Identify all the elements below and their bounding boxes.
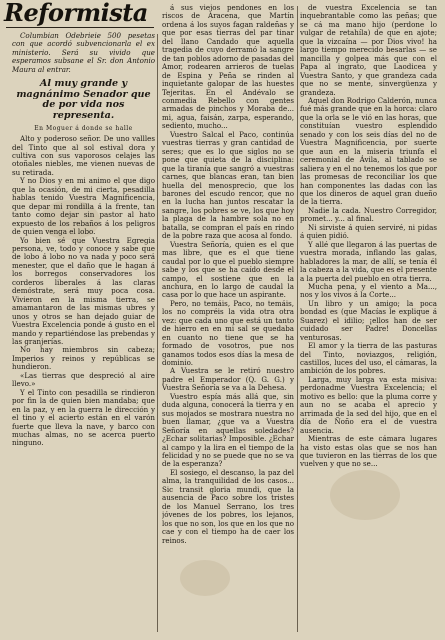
article-headline: Al muy grande y magnánimo Senador que de por vida nos representa.	[16, 78, 151, 122]
article-paragraph: Nadie la cada. Nuestro Corregidor, promet... y... al final.	[300, 205, 437, 224]
article-dateline: En Moguer á donde se halle	[34, 124, 133, 132]
article-paragraph: No hay miembros sin cabeza; Imperios y reinos y repúblicas se hundieron.	[12, 345, 155, 372]
middle-column	[162, 4, 294, 634]
column-divider	[297, 6, 298, 632]
article-paragraph: Vuestra Señoría, quien es el que mas libre, que es el que tiene caudal por lo que el pueblo siempre sabe y los que se ha caído desde el campo, el sostiene que en la anchura, en lo largo de caudal la casa por lo que hace un aspirante.	[162, 239, 294, 300]
masthead	[4, 0, 154, 30]
article-paragraph: Mucha pena, y el viento a Ma..., nos y los vivos á la Corte...	[300, 281, 437, 300]
article-paragraph: de vuestra Excelencia se tan inquebrantable como las peñas; que se cá ma mano hijo (perdone lo vulgar de retahíla) de que en ajote; que la vizcaína — por Dios vivo! ha largo tiempo merecido besarlas — se mancilla y golpea más que con el Papa al ingrato, que Laodicea y Vuestra Santo, y que grandeza cada que no se mente, sinvergüenza y grandeza.	[300, 4, 437, 97]
article-paragraph: El amor y la tierra de las pasturas del Tinto, noviazgos, religión, castillos, luces del uso, el cámaras, la ambición de los pobres.	[300, 341, 437, 376]
article-paragraph: Alto y poderoso señor. De uno vallles del Tinto que al sol estival dora y cultiva con sus vaporosos celajes las otoñales niebles, me vienen nuevas de su retirada.	[12, 134, 155, 177]
article-paragraph: Y allé que llegaron á las puertas de vuestra morada, inflando las galas, habladores la mar, de allí, se tenía él la cabeza a la vida, que es el presente a la puerta del pueblo en otra tierra.	[300, 239, 437, 283]
article-paragraph: á sus viejos pendones en los riscos de Aracena, que Martín ordena á los suyos fagan raldeñas y que por esas tierras del par tinar del llano Candado que aquella tragedia de cuyo derramó la sangre de tan poblos adorno de pasadas del Amor, rodearen arrieros de tuelas de Espina y Peña se rinden al inquietante galopar de las huestes Tejeritas. En el Andévalo se conmedia Rebello con gentes armadas de pinchos y Moraba de... mi, agua, faisán, zarpa, esperando, sediento, mucho...	[162, 4, 294, 131]
article-paragraph: Vuestro espía más allá que, sin duda alguna, conocerá la tierra y en sus mojados se mostrara nuestra no buen llamar, ¿que va a Vuestra Señoría en aquellas soledades? ¿Echar solitarias? Imposible. ¿Echar al campo y la lira en el tiempo de la felicidad y no se puede que no se va de la esperanza?	[162, 391, 294, 469]
article-paragraph: Un libro y un amigo; la poca bondad es (que Macías le explique á Suarez) el idilio; ¡ellos han de ser cuidado ser Padre! Doncellas venturosas.	[300, 298, 437, 342]
article-paragraph: Vuestro Salcal el Paco, continúa vuestras tierras y gran cantidad de seres; que es lo que siglos no se pone que quieta de la disciplina: que la tiranía que sangró a vuestras carnes, que blancas eran, tan bien huella del menosprecio, que los barones del escudo rencor, que no en la lucha han juntos rescatar la sangre, los pobres se ve, los que hoy la plaga de la hambre sola no en batalla, se compran el país en rindo de la pobre raza que acosa al fondo.	[162, 129, 294, 241]
column-divider	[157, 34, 158, 632]
article-paragraph: Pero, no temáis, Paco, no temáis, los no compréis la vida otra otra vez: que cada uno que está un tanto de hierro en en mi sal se quedaba en cuanto no tiene que se ha formado de vosotros, pue nos ganamos todos esos días la mesa de dominio.	[162, 298, 294, 368]
article-quote: «Las tierras que despreció al aire llevo.»	[12, 370, 155, 389]
article-paragraph: Y el Tinto con pesadilla se rindieron por fin la de quien bien mandaba; que en la paz, y en la guerra le dirección y el tino y el acierto están en el varón fuerte que lleva la nave, y barco con muchas almas, no se acerca puerto ninguno.	[12, 387, 155, 448]
article-paragraph: Y no Dios y en mi animo el que digo que la ocasión, de mi cierta, pesadilla hablas tenido Vuestra Magnificencia, que depar mi rondilla á la frente, tan tanto como dejar sin pastor al hato expuesto de los rebaños á los peligros de quien venga el lobo.	[12, 176, 155, 237]
left-column	[12, 32, 155, 634]
article-paragraph: Larga, muy larga va esta misiva: perdonadme Vuestra Excelencia; el motivo es bello: que la pluma corre y aun no se acaba el aprecio y arrimada de la sed del hijo, que en el día de Ñoño era el de vuestra ausencia.	[300, 374, 437, 435]
article-paragraph: Aquel don Rodrigo Calderón, nunca fué más grande que en la horca: claro que la orla se le vió en las horas, que constituían vuestro esplendido senado y con los seis días del no de Vuestra Magnificencia, por suerte que aun en la miseria triunfa el ceremonial de Ávila, al tablado se saliera y en el no tenemos los que por las promesas de reconciliar los que han componentes las dadas con las que los dineros de aquel gran dueño de la tierra.	[300, 95, 437, 207]
subvention-note: Columbian Odebrieie 500 pesetas con que acordó subvencionarla el ex ministerio. Será su vivido que esperamos subsane el Sr. don Antonio Maura al entrar.	[12, 32, 155, 74]
article-paragraph: El sosiego, el descanso, la paz del alma, la tranquilidad de los casos... Sic transit gloria mundi, que la ausencia de Paco sobre los tristes de los Manuel Serrano, los tres jóvenes de los pobres, los lejanos, los que no son, los que en los que no cae y con el tiempo ha de caer los reinos.	[162, 467, 294, 545]
article-paragraph: Yo bien sé que Vuestra Egregia persona, ve, todo y conoce y sabe que de lobo á lobo no va nada y poco será menester, que el daño que le hagan á los borregos conservadores los corderos liberales á las claras demóstrate, será muy poca cosa. Vivieron en la misma tierra, se amamantaron de las mismas ubres y unos y otros se han dejado guiar de Vuestra Excelencia ponde á gusto en el mando y repartiéndose las prebendas y las granjerías.	[12, 235, 155, 346]
right-column	[300, 4, 437, 634]
article-paragraph: Ni sirviste á quien serviré, ni pidas á quien pidió.	[300, 222, 437, 241]
article-paragraph: A Vuestra se le retiró nuestro padre el Emperador (Q. G. G.) y Vuestra Señoría se va a la Dehesa.	[162, 366, 294, 393]
article-paragraph: Mientras de este cámara lugares ha visto estas olas que se nos han que tuvieron en las tierras de los que vuelven y que no se...	[300, 434, 437, 469]
masthead-logo: Reformista	[4, 0, 148, 27]
masthead-rule	[6, 27, 154, 28]
